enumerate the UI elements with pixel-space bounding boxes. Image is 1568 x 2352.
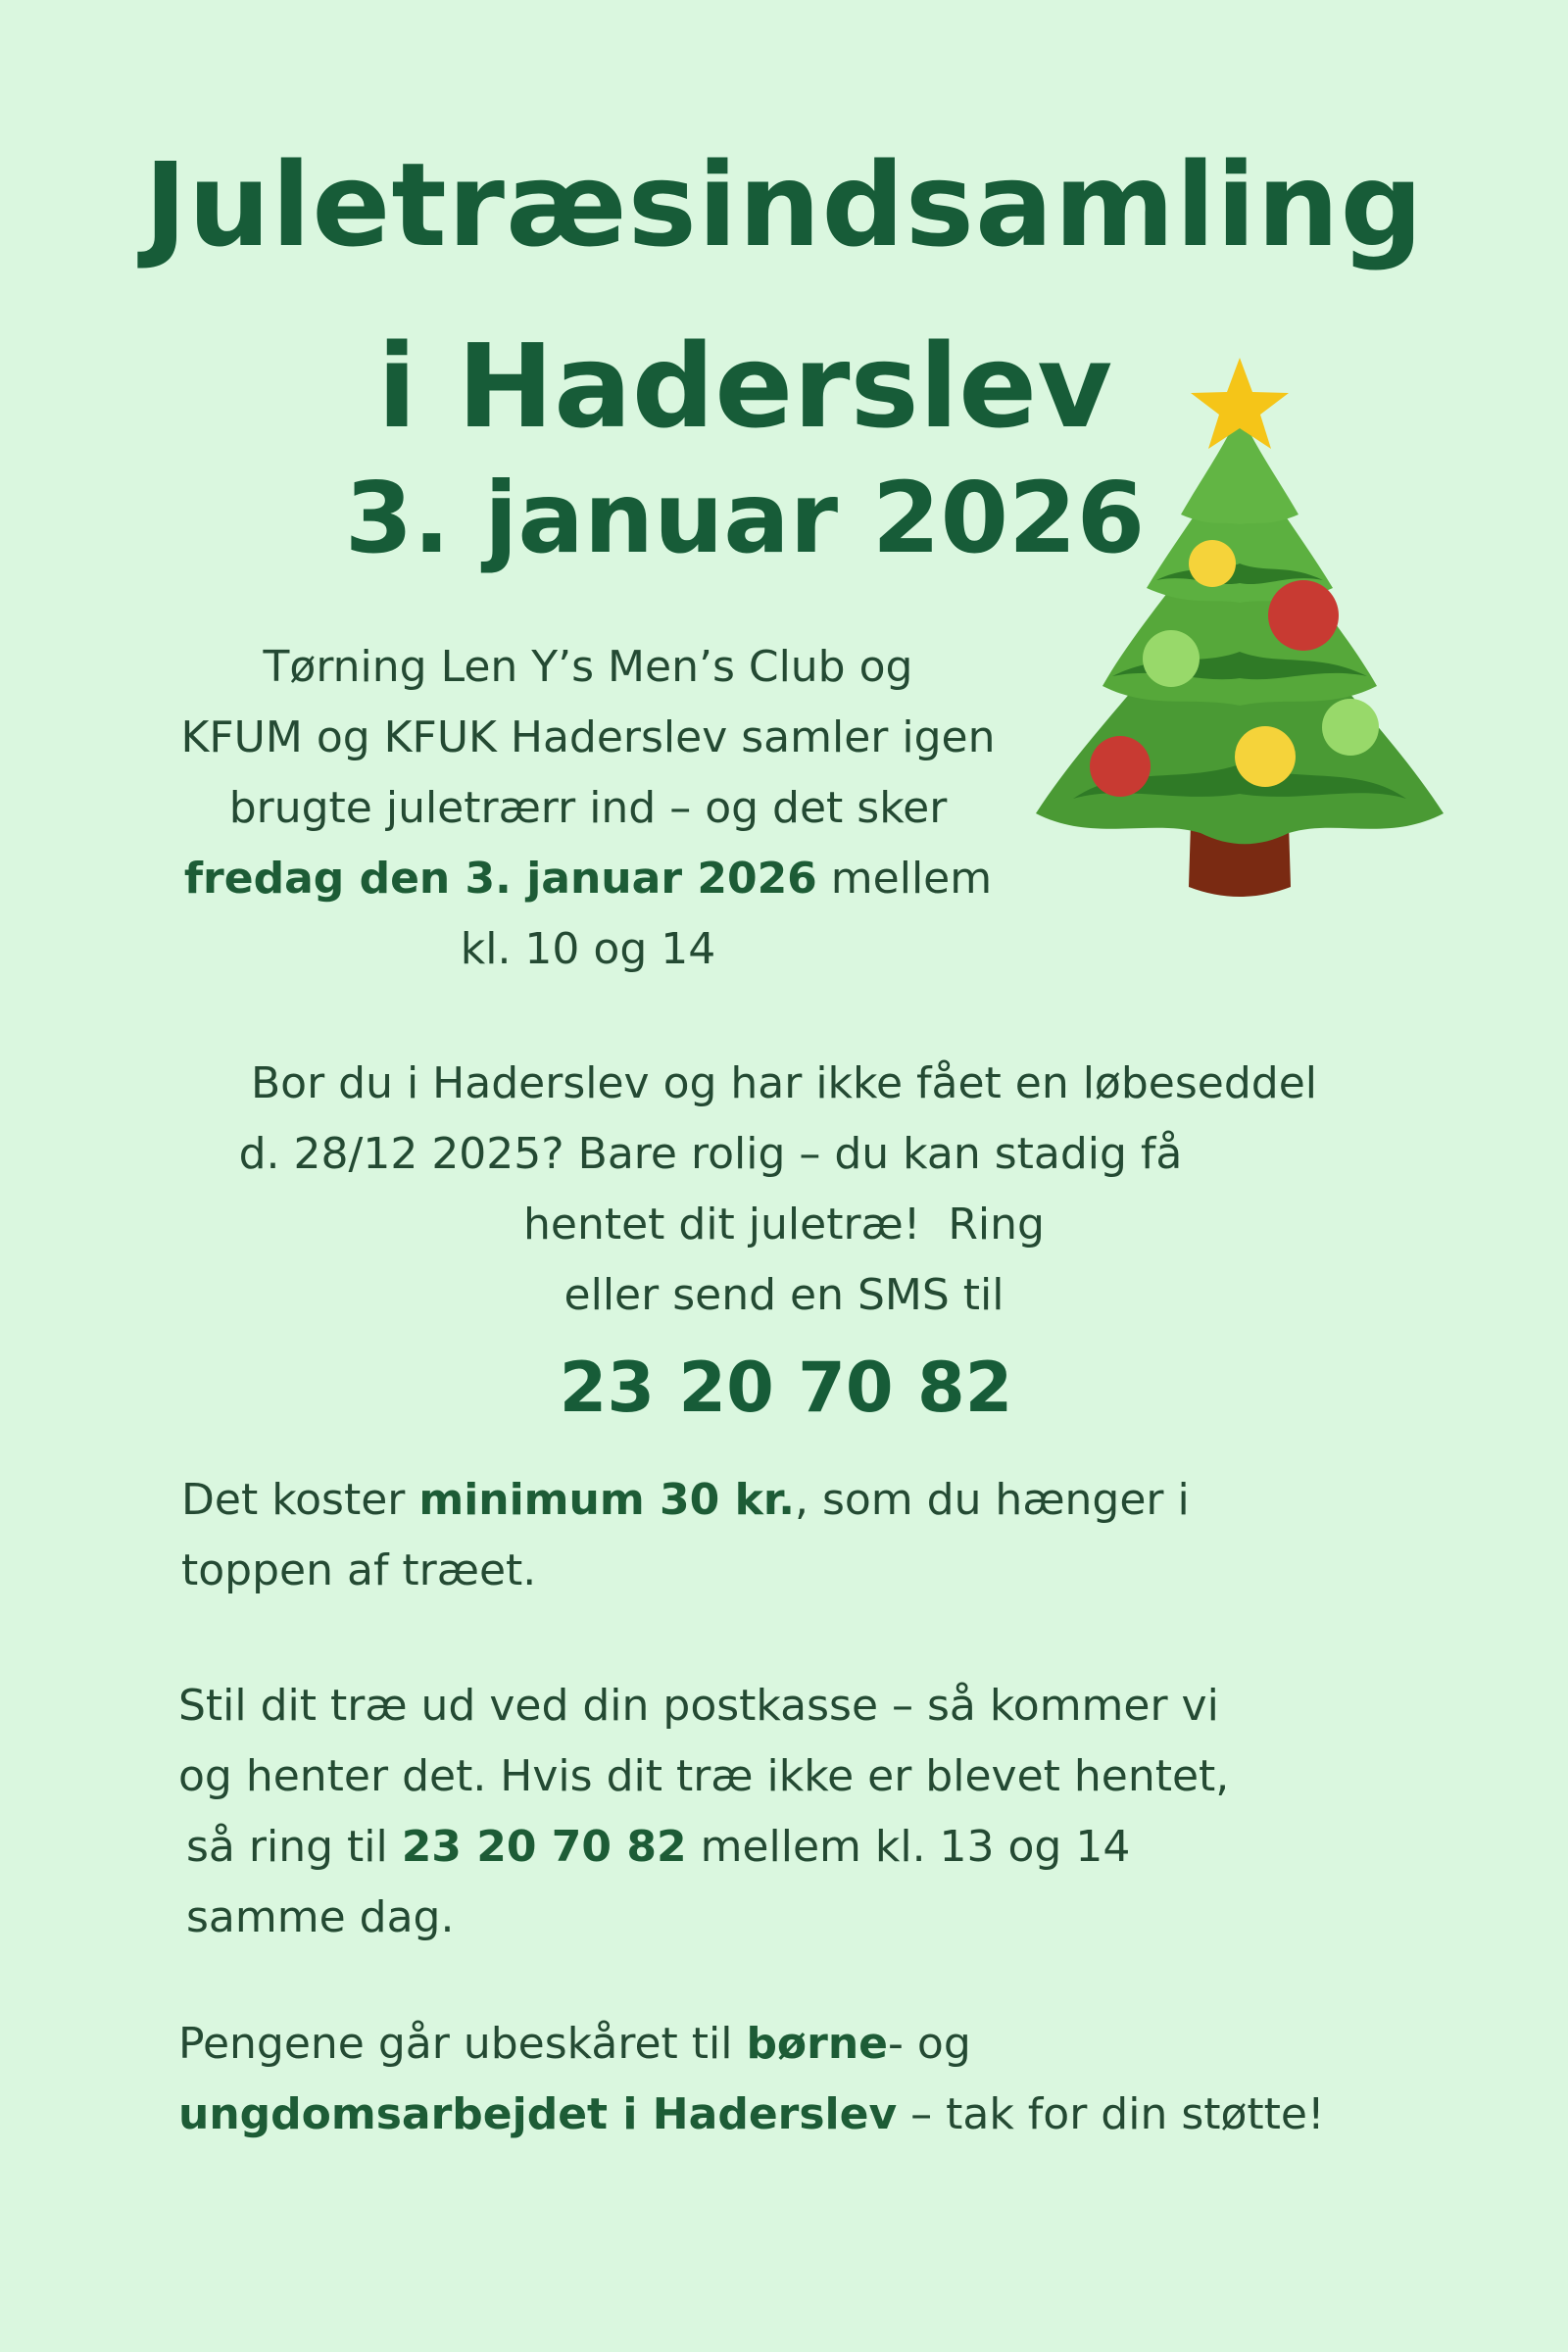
intro-paragraph (98, 632, 1078, 985)
price-amount: minimum 30 kr. (418, 1475, 795, 1525)
title-line-2: i Haderslev (376, 318, 1113, 454)
pickup-phone: 23 20 70 82 (401, 1822, 687, 1872)
price-line: Det koster minimum 30 kr., som du hænger i (181, 1475, 1190, 1525)
flyer-info-line: Bor du i Haderslev og har ikke fået en løbeseddel (250, 1058, 1317, 1108)
intro-line: Tørning Len Y’s Men’s Club og (263, 642, 913, 692)
intro-line: brugte juletrærr ind – og det sker (228, 783, 948, 833)
ornament-icon (1268, 580, 1339, 651)
pickup-line: så ring til 23 20 70 82 mellem kl. 13 og 14 (186, 1822, 1131, 1872)
donation-paragraph (178, 2009, 1482, 2150)
event-datetime-bold: fredag den 3. januar 2026 (183, 854, 817, 904)
intro-line: KFUM og KFUK Haderslev samler igen (180, 712, 996, 762)
title-line-1: Juletræsindsamling (144, 137, 1424, 272)
ornament-icon (1235, 726, 1296, 787)
tree-tier-top (1181, 412, 1298, 524)
ornament-icon (1322, 699, 1379, 756)
flyer-info-line: hentet dit juletræ! Ring (523, 1200, 1045, 1250)
event-date: 3. januar 2026 (344, 461, 1146, 575)
ornament-icon (1090, 736, 1151, 797)
donation-line: Pengene går ubeskåret til børne- og (178, 2019, 971, 2069)
ornament-icon (1189, 540, 1236, 587)
flyer-info-paragraph (147, 1049, 1421, 1331)
pickup-line: og henter det. Hvis dit træ ikke er blevet hentet, (178, 1751, 1230, 1801)
pickup-line: samme dag. (186, 1892, 455, 1942)
ornament-icon (1143, 630, 1200, 687)
pickup-line: Stil dit træ ud ved din postkasse – så kommer vi (178, 1681, 1219, 1731)
price-line: toppen af træet. (181, 1545, 537, 1595)
flyer-info-line: d. 28/12 2025? Bare rolig – du kan stadig få (238, 1129, 1183, 1179)
christmas-tree-icon (1034, 353, 1446, 911)
donation-beneficiary: ungdomsarbejdet i Haderslev (178, 2089, 898, 2139)
phone-number: 23 20 70 82 (559, 1348, 1013, 1428)
donation-line: ungdomsarbejdet i Haderslev – tak for din støtte! (178, 2089, 1325, 2139)
intro-line: kl. 10 og 14 (460, 924, 716, 974)
pickup-paragraph (178, 1671, 1482, 1953)
intro-line: fredag den 3. januar 2026 mellem (183, 854, 993, 904)
flyer-info-line: eller send en SMS til (564, 1270, 1004, 1320)
price-paragraph (181, 1465, 1455, 1606)
